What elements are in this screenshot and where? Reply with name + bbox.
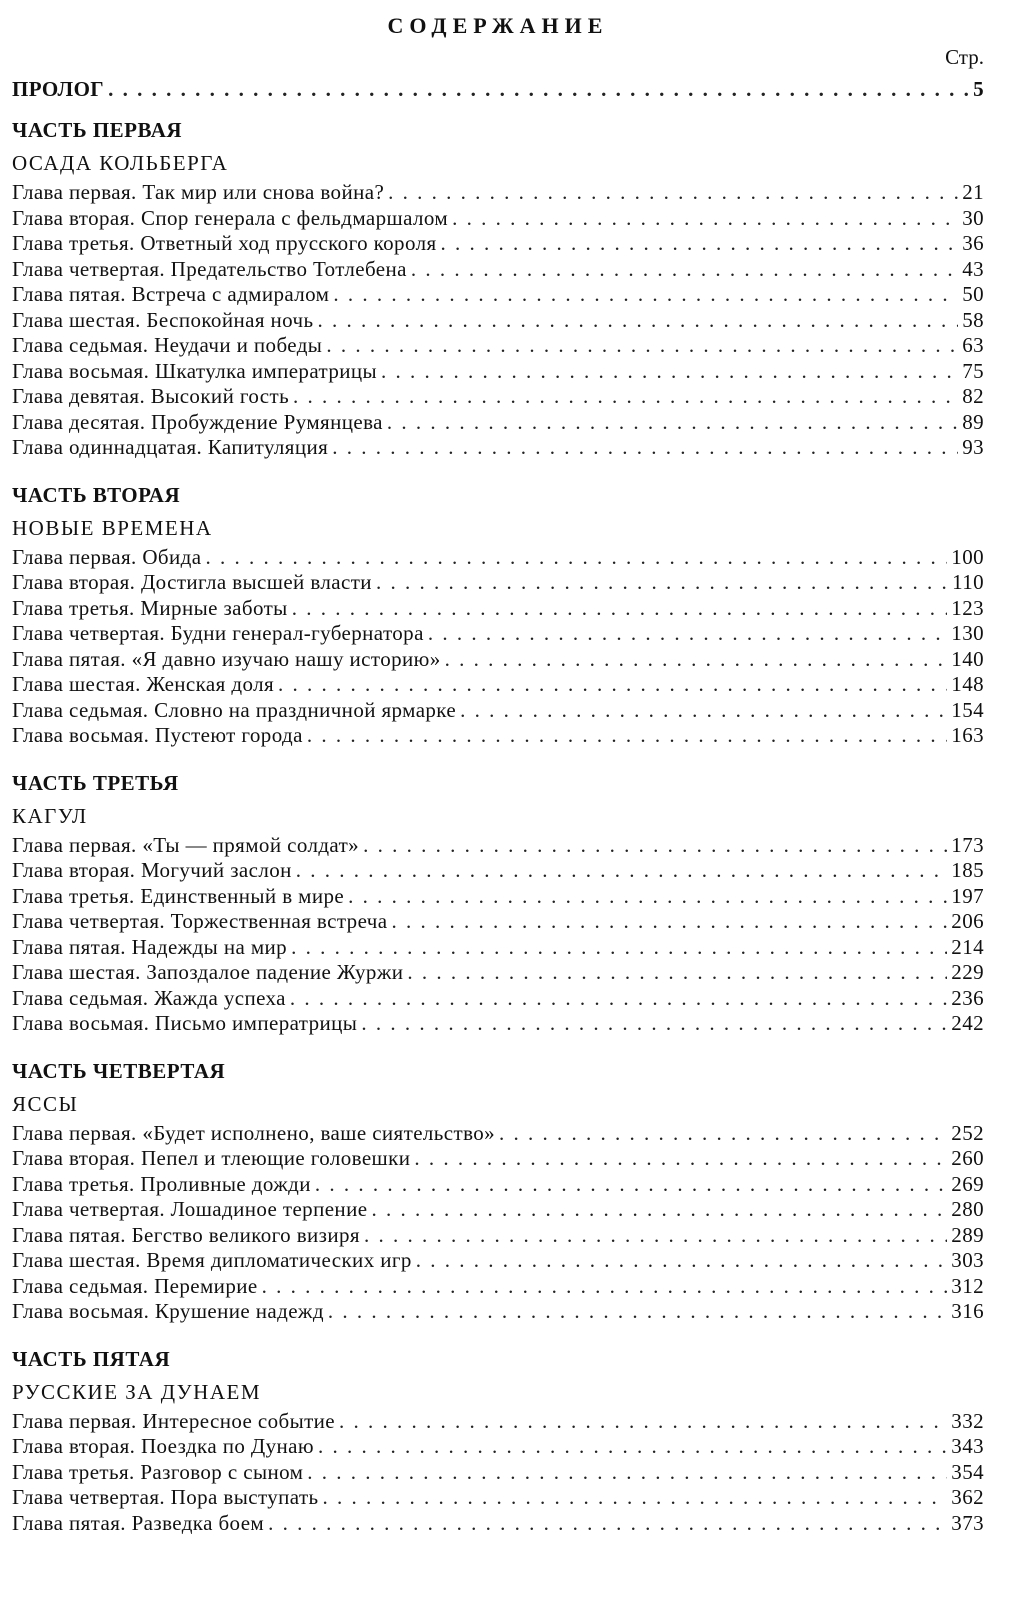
chapter-page-number: 362 bbox=[951, 1485, 984, 1509]
dot-leader bbox=[441, 231, 959, 257]
part-spacer bbox=[12, 749, 984, 767]
part-name: ОСАДА КОЛЬБЕРГА bbox=[12, 151, 229, 175]
chapter-title: Глава восьмая. Крушение надежд bbox=[12, 1299, 324, 1323]
chapter-page-number: 148 bbox=[951, 672, 984, 696]
dot-leader bbox=[452, 206, 958, 232]
chapter-title: Глава восьмая. Шкатулка императрицы bbox=[12, 358, 378, 383]
chapter-page-number: 110 bbox=[952, 570, 984, 594]
toc-entry[interactable] bbox=[12, 206, 984, 232]
chapter-title: Глава вторая. Спор генерала с фельдмаршалом bbox=[12, 205, 449, 230]
chapter-page-number: 30 bbox=[962, 205, 984, 230]
chapter-page-number: 373 bbox=[951, 1510, 984, 1535]
chapter-page-number: 229 bbox=[951, 960, 984, 984]
chapter-title: Глава четвертая. Предательство Тотлебена bbox=[12, 256, 407, 281]
toc-entry[interactable] bbox=[12, 1274, 984, 1300]
chapter-page-number: 269 bbox=[951, 1171, 984, 1196]
chapter-page-number: 252 bbox=[951, 1120, 984, 1145]
dot-leader bbox=[315, 1172, 947, 1198]
dot-leader bbox=[291, 935, 947, 961]
chapter-page-number: 43 bbox=[962, 256, 984, 281]
toc-entry[interactable] bbox=[12, 231, 984, 257]
part-heading: ЧАСТЬ ПЕРВАЯ bbox=[12, 118, 183, 142]
chapter-title: Глава четвертая. Будни генерал-губернатора bbox=[12, 621, 424, 645]
chapter-page-number: 185 bbox=[951, 858, 984, 882]
dot-leader bbox=[108, 72, 969, 106]
dot-leader bbox=[333, 282, 958, 308]
toc-entry[interactable] bbox=[12, 698, 984, 724]
chapter-title: Глава вторая. Пепел и тлеющие головешки bbox=[12, 1146, 411, 1170]
chapter-page-number: 163 bbox=[951, 723, 984, 747]
dot-leader bbox=[460, 698, 947, 724]
chapter-title: Глава вторая. Могучий заслон bbox=[12, 858, 292, 882]
chapter-title: Глава седьмая. Жажда успеха bbox=[12, 985, 286, 1010]
toc-entry[interactable] bbox=[12, 647, 984, 673]
chapter-title: Глава первая. «Ты — прямой солдат» bbox=[12, 832, 360, 857]
dot-leader bbox=[262, 1274, 948, 1300]
chapter-page-number: 343 bbox=[951, 1434, 984, 1458]
dot-leader bbox=[326, 333, 958, 359]
chapter-title: Глава вторая. Поездка по Дунаю bbox=[12, 1434, 314, 1458]
toc-entry[interactable] bbox=[12, 1146, 984, 1172]
toc-entry[interactable] bbox=[12, 1223, 984, 1249]
page-column-label: Стр. bbox=[945, 45, 984, 69]
chapter-title: Глава восьмая. Пустеют города bbox=[12, 723, 303, 747]
prolog-page-number: 5 bbox=[973, 77, 984, 101]
chapter-title: Глава шестая. Женская доля bbox=[12, 672, 275, 696]
part-heading: ЧАСТЬ ТРЕТЬЯ bbox=[12, 770, 179, 795]
chapter-page-number: 260 bbox=[951, 1146, 984, 1170]
chapter-page-number: 140 bbox=[951, 646, 984, 671]
chapter-page-number: 354 bbox=[951, 1459, 984, 1484]
chapter-page-number: 312 bbox=[951, 1273, 984, 1298]
chapter-title: Глава пятая. Встреча с адмиралом bbox=[12, 282, 330, 306]
dot-leader bbox=[445, 647, 948, 673]
chapter-title: Глава пятая. Разведка боем bbox=[12, 1510, 265, 1535]
chapter-title: Глава одиннадцатая. Капитуляция bbox=[12, 435, 329, 459]
part-section bbox=[12, 767, 984, 1037]
chapter-title: Глава первая. Интересное событие bbox=[12, 1408, 336, 1433]
chapter-page-number: 123 bbox=[951, 595, 984, 620]
chapter-title: Глава четвертая. Пора выступать bbox=[12, 1485, 319, 1509]
dot-leader bbox=[428, 621, 947, 647]
part-name: РУССКИЕ ЗА ДУНАЕМ bbox=[12, 1379, 262, 1404]
toc-entry[interactable] bbox=[12, 333, 984, 359]
toc-entry[interactable] bbox=[12, 833, 984, 859]
part-section bbox=[12, 1343, 984, 1537]
dot-leader bbox=[381, 359, 958, 385]
chapter-title: Глава шестая. Запоздалое падение Журжи bbox=[12, 960, 404, 984]
chapter-page-number: 197 bbox=[951, 883, 984, 908]
chapter-title: Глава четвертая. Торжественная встреча bbox=[12, 909, 388, 933]
toc-entry[interactable] bbox=[12, 1485, 984, 1511]
prolog-label: ПРОЛОГ bbox=[12, 77, 105, 101]
dot-leader bbox=[290, 986, 947, 1012]
chapter-page-number: 75 bbox=[962, 358, 984, 383]
chapter-page-number: 63 bbox=[962, 333, 984, 357]
dot-leader bbox=[339, 1409, 947, 1435]
dot-leader bbox=[317, 308, 958, 334]
toc-entry[interactable] bbox=[12, 1197, 984, 1223]
dot-leader bbox=[388, 180, 958, 206]
chapter-title: Глава первая. Так мир или снова война? bbox=[12, 180, 385, 204]
toc-entry[interactable] bbox=[12, 308, 984, 334]
chapter-title: Глава пятая. Бегство великого визиря bbox=[12, 1222, 360, 1247]
parts-list bbox=[12, 114, 984, 1536]
toc-entry[interactable] bbox=[12, 1172, 984, 1198]
part-spacer bbox=[12, 1325, 984, 1343]
toc-entry[interactable] bbox=[12, 1248, 984, 1274]
dot-leader bbox=[318, 1434, 947, 1460]
chapter-title: Глава вторая. Достигла высшей власти bbox=[12, 570, 372, 594]
toc-entry[interactable] bbox=[12, 257, 984, 283]
toc-entry[interactable] bbox=[12, 935, 984, 961]
toc-entry[interactable] bbox=[12, 1121, 984, 1147]
toc-entry[interactable] bbox=[12, 672, 984, 698]
chapter-title: Глава пятая. Надежды на мир bbox=[12, 934, 288, 959]
chapter-page-number: 206 bbox=[951, 909, 984, 933]
dot-leader bbox=[293, 384, 958, 410]
chapter-page-number: 280 bbox=[951, 1197, 984, 1221]
toc-entry[interactable] bbox=[12, 570, 984, 596]
chapter-page-number: 36 bbox=[962, 231, 984, 255]
dot-leader bbox=[307, 723, 947, 749]
chapter-page-number: 89 bbox=[962, 409, 984, 434]
dot-leader bbox=[332, 435, 958, 461]
chapter-page-number: 93 bbox=[962, 435, 984, 459]
toc-entry[interactable] bbox=[12, 282, 984, 308]
chapter-title: Глава первая. «Будет исполнено, ваше сиятельство» bbox=[12, 1120, 496, 1145]
toc-entry[interactable] bbox=[12, 410, 984, 436]
dot-leader bbox=[361, 1011, 947, 1037]
toc-entry[interactable] bbox=[12, 596, 984, 622]
dot-leader bbox=[499, 1121, 947, 1147]
chapter-page-number: 242 bbox=[951, 1011, 984, 1035]
chapter-page-number: 50 bbox=[962, 282, 984, 306]
chapter-title: Глава девятая. Высокий гость bbox=[12, 384, 290, 408]
dot-leader bbox=[387, 410, 958, 436]
toc-entry[interactable] bbox=[12, 1011, 984, 1037]
chapter-page-number: 303 bbox=[951, 1248, 984, 1272]
toc-entry[interactable] bbox=[12, 1409, 984, 1435]
chapter-page-number: 289 bbox=[951, 1222, 984, 1247]
chapter-title: Глава третья. Проливные дожди bbox=[12, 1171, 311, 1196]
chapter-page-number: 154 bbox=[951, 697, 984, 722]
chapter-title: Глава третья. Ответный ход прусского короля bbox=[12, 231, 437, 255]
chapter-page-number: 316 bbox=[951, 1299, 984, 1323]
table-of-contents bbox=[12, 10, 984, 1536]
dot-leader bbox=[205, 545, 947, 571]
dot-leader bbox=[348, 884, 947, 910]
part-section bbox=[12, 114, 984, 461]
dot-leader bbox=[364, 1223, 947, 1249]
chapter-title: Глава восьмая. Письмо императрицы bbox=[12, 1011, 358, 1035]
dot-leader bbox=[411, 257, 958, 283]
toc-entry[interactable] bbox=[12, 621, 984, 647]
toc-entry[interactable] bbox=[12, 359, 984, 385]
dot-leader bbox=[376, 570, 948, 596]
toc-entry[interactable] bbox=[12, 1299, 984, 1325]
toc-entry[interactable] bbox=[12, 986, 984, 1012]
toc-entry[interactable] bbox=[12, 858, 984, 884]
dot-leader bbox=[292, 596, 948, 622]
page-title: СОДЕРЖАНИЕ bbox=[387, 13, 609, 38]
chapter-page-number: 82 bbox=[962, 384, 984, 408]
chapter-title: Глава седьмая. Неудачи и победы bbox=[12, 333, 323, 357]
toc-entry[interactable] bbox=[12, 884, 984, 910]
chapter-page-number: 130 bbox=[951, 621, 984, 645]
part-spacer bbox=[12, 461, 984, 479]
part-section bbox=[12, 479, 984, 749]
dot-leader bbox=[307, 1460, 947, 1486]
dot-leader bbox=[416, 1248, 948, 1274]
part-name: НОВЫЕ ВРЕМЕНА bbox=[12, 515, 213, 540]
dot-leader bbox=[278, 672, 947, 698]
dot-leader bbox=[414, 1146, 947, 1172]
chapter-title: Глава десятая. Пробуждение Румянцева bbox=[12, 409, 383, 434]
dot-leader bbox=[391, 909, 947, 935]
toc-entry-prolog[interactable] bbox=[12, 72, 984, 106]
toc-entry[interactable] bbox=[12, 384, 984, 410]
toc-entry[interactable] bbox=[12, 1434, 984, 1460]
part-heading: ЧАСТЬ ВТОРАЯ bbox=[12, 482, 181, 507]
toc-entry[interactable] bbox=[12, 435, 984, 461]
toc-entry[interactable] bbox=[12, 180, 984, 206]
chapter-page-number: 214 bbox=[951, 934, 984, 959]
chapter-page-number: 100 bbox=[951, 544, 984, 569]
chapter-title: Глава шестая. Беспокойная ночь bbox=[12, 307, 314, 332]
toc-entry[interactable] bbox=[12, 960, 984, 986]
chapter-title: Глава первая. Обида bbox=[12, 544, 202, 569]
toc-entry[interactable] bbox=[12, 1511, 984, 1537]
dot-leader bbox=[268, 1511, 947, 1537]
chapter-title: Глава четвертая. Лошадиное терпение bbox=[12, 1197, 368, 1221]
chapter-title: Глава третья. Разговор с сыном bbox=[12, 1459, 304, 1484]
chapter-page-number: 332 bbox=[951, 1408, 984, 1433]
part-section bbox=[12, 1055, 984, 1325]
chapter-title: Глава седьмая. Словно на праздничной ярмарке bbox=[12, 697, 457, 722]
part-heading: ЧАСТЬ ПЯТАЯ bbox=[12, 1346, 171, 1371]
toc-entry[interactable] bbox=[12, 1460, 984, 1486]
chapter-title: Глава третья. Единственный в мире bbox=[12, 883, 345, 908]
dot-leader bbox=[296, 858, 948, 884]
chapter-title: Глава третья. Мирные заботы bbox=[12, 595, 288, 620]
toc-entry[interactable] bbox=[12, 723, 984, 749]
dot-leader bbox=[407, 960, 947, 986]
chapter-page-number: 236 bbox=[951, 985, 984, 1010]
dot-leader bbox=[323, 1485, 948, 1511]
dot-leader bbox=[328, 1299, 947, 1325]
part-spacer bbox=[12, 1037, 984, 1055]
chapter-title: Глава шестая. Время дипломатических игр bbox=[12, 1248, 412, 1272]
chapter-title: Глава седьмая. Перемирие bbox=[12, 1273, 258, 1298]
part-heading: ЧАСТЬ ЧЕТВЕРТАЯ bbox=[12, 1058, 226, 1083]
chapter-page-number: 173 bbox=[951, 832, 984, 857]
toc-entry[interactable] bbox=[12, 909, 984, 935]
chapter-title: Глава пятая. «Я давно изучаю нашу историю» bbox=[12, 646, 441, 671]
dot-leader bbox=[363, 833, 947, 859]
toc-entry[interactable] bbox=[12, 545, 984, 571]
part-name: КАГУЛ bbox=[12, 803, 88, 828]
dot-leader bbox=[371, 1197, 947, 1223]
part-name: ЯССЫ bbox=[12, 1091, 79, 1116]
chapter-page-number: 21 bbox=[962, 180, 984, 204]
chapter-page-number: 58 bbox=[962, 307, 984, 332]
